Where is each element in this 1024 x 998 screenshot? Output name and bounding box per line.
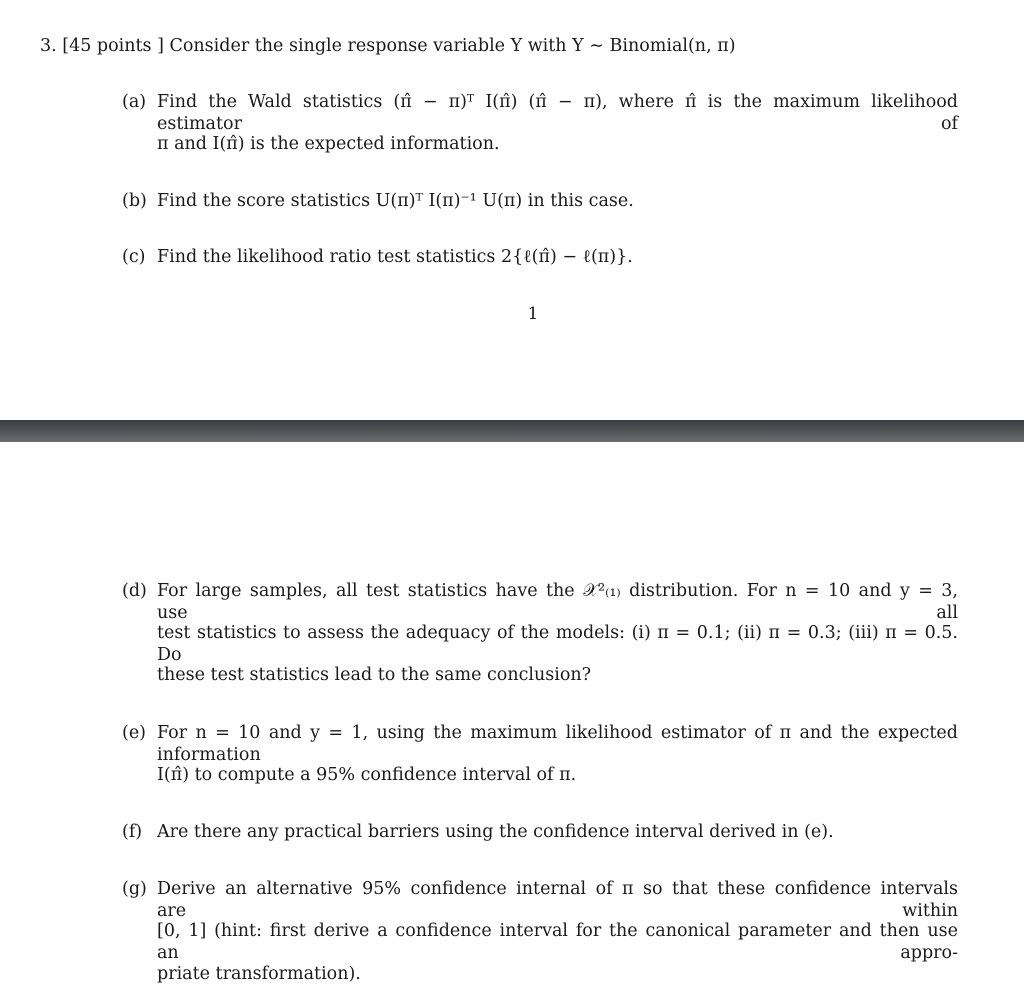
part-c-line-1: Find the likelihood ratio test statistics 2{ℓ(π̂) − ℓ(π)}. (157, 247, 633, 267)
part-f-label: (f) (122, 822, 143, 842)
page-break-divider (0, 420, 1024, 442)
part-d-line-2: test statistics to assess the adequacy of the models: (i) π = 0.1; (ii) π = 0.3; (iii) π = 0.5. Do (157, 623, 958, 665)
part-a-label: (a) (122, 92, 147, 112)
page-number: 1 (527, 304, 539, 324)
part-d-line-1: For large samples, all test statistics have the 𝒳²₍₁₎ distribution. For n = 10 and y = 3, use all (157, 581, 958, 623)
part-d-line-3: these test statistics lead to the same conclusion? (157, 665, 592, 685)
part-e-line-2: I(π̂) to compute a 95% confidence interval of π. (157, 765, 577, 785)
part-a-line-1: Find the Wald statistics (π̂ − π)ᵀ I(π̂) (π̂ − π), where π̂ is the maximum likelihood estimator of (157, 92, 958, 134)
part-f-line-1: Are there any practical barriers using the confidence interval derived in (e). (157, 822, 834, 842)
part-e-line-1: For n = 10 and y = 1, using the maximum likelihood estimator of π and the expected information (157, 723, 958, 765)
part-g-line-1: Derive an alternative 95% confidence internal of π so that these confidence intervals are within (157, 879, 958, 921)
part-a-line-2: π and I(π̂) is the expected information. (157, 134, 500, 154)
part-e-label: (e) (122, 723, 147, 743)
part-c-label: (c) (122, 247, 146, 267)
document-page-1 (0, 0, 1024, 420)
question-header: 3. [45 points ] Consider the single response variable Y with Y ∼ Binomial(n, π) (40, 36, 736, 56)
part-b-line-1: Find the score statistics U(π)ᵀ I(π)⁻¹ U(π) in this case. (157, 191, 634, 211)
part-g-line-2: [0, 1] (hint: first derive a confidence interval for the canonical parameter and then use an appro- (157, 921, 958, 963)
part-g-label: (g) (122, 879, 147, 899)
part-b-label: (b) (122, 191, 147, 211)
part-d-label: (d) (122, 581, 147, 601)
document-page-2 (0, 442, 1024, 998)
part-g-line-3: priate transformation). (157, 964, 361, 984)
